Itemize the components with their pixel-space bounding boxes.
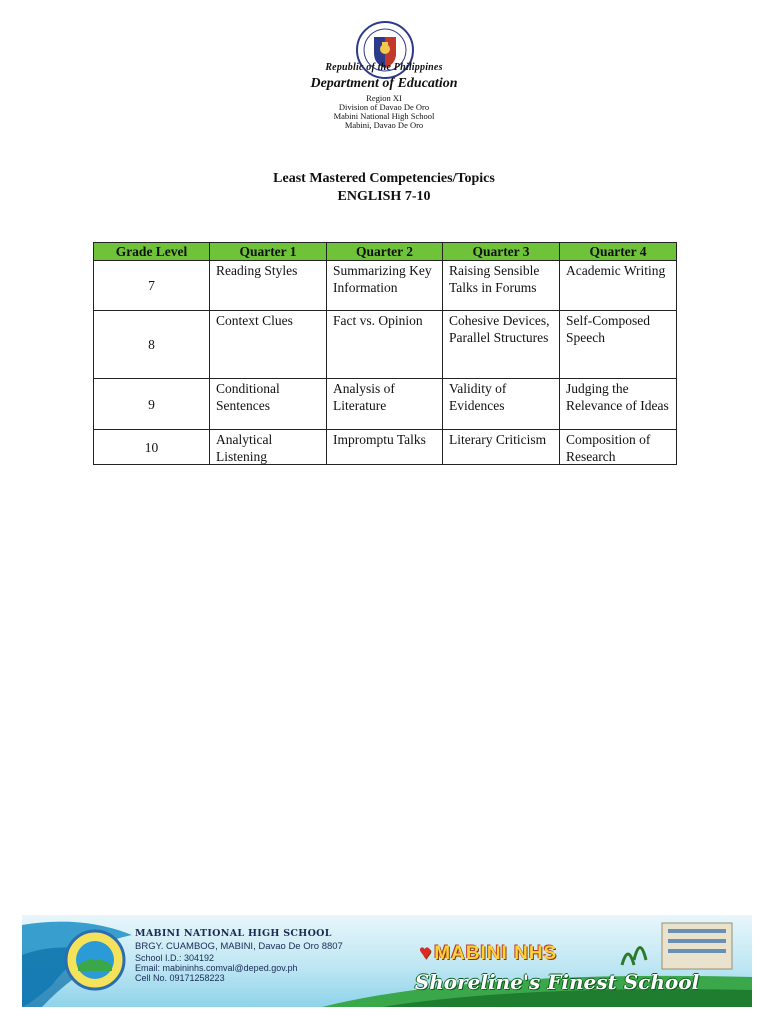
school-footer-banner <box>22 915 752 1007</box>
quarter-4-cell: Self-Composed Speech <box>560 311 677 379</box>
quarter-3-cell: Cohesive Devices, Parallel Structures <box>443 311 560 379</box>
division-line: Division of Davao De Oro <box>338 102 430 112</box>
document-title: Least Mastered Competencies/Topics <box>273 171 495 186</box>
grade-cell: 7 <box>94 261 210 311</box>
column-header-grade-level: Grade Level <box>94 243 210 261</box>
footer-banner-logo <box>420 943 632 967</box>
competencies-table <box>93 242 677 465</box>
republic-line: Republic of the Philippines <box>325 62 443 73</box>
footer-tagline: Shoreline's Finest School <box>414 970 700 994</box>
footer-school-name: MABINI NATIONAL HIGH SCHOOL <box>135 928 332 939</box>
location-line: Mabini, Davao De Oro <box>344 120 424 130</box>
column-header-quarter-4: Quarter 4 <box>560 243 677 261</box>
school-line: Mabini National High School <box>333 111 435 121</box>
quarter-2-text: Impromptu Talks <box>333 432 426 447</box>
column-header-quarter-2: Quarter 2 <box>327 243 443 261</box>
table-row <box>94 311 677 379</box>
quarter-4-text: Composition of Research <box>566 432 651 464</box>
quarter-4-cell <box>560 430 677 465</box>
footer-banner-text: MABINI NHS <box>434 943 558 964</box>
quarter-4-cell: Academic Writing <box>560 261 677 311</box>
table-row <box>94 379 677 430</box>
table-row <box>94 430 677 465</box>
column-header-quarter-1: Quarter 1 <box>210 243 327 261</box>
document-subtitle: ENGLISH 7-10 <box>337 189 431 204</box>
school-logo <box>64 929 126 991</box>
quarter-3-cell: Validity of Evidences <box>443 379 560 430</box>
grade-cell: 9 <box>94 379 210 430</box>
heart-icon: ♥ <box>420 943 433 964</box>
footer-cell: Cell No. 09171258223 <box>135 973 225 983</box>
quarter-1-text: Analytical Listening <box>216 432 273 464</box>
quarter-4-cell: Judging the Relevance of Ideas <box>560 379 677 430</box>
quarter-1-cell <box>210 430 327 465</box>
grade-cell: 10 <box>94 430 210 465</box>
quarter-3-cell: Raising Sensible Talks in Forums <box>443 261 560 311</box>
quarter-1-cell: Context Clues <box>210 311 327 379</box>
quarter-2-cell: Analysis of Literature <box>327 379 443 430</box>
quarter-2-cell: Summarizing Key Information <box>327 261 443 311</box>
quarter-2-cell: Fact vs. Opinion <box>327 311 443 379</box>
region-line: Region XI <box>366 93 402 103</box>
footer-school-id: School I.D.: 304192 <box>135 953 215 963</box>
quarter-2-cell <box>327 430 443 465</box>
column-header-quarter-3: Quarter 3 <box>443 243 560 261</box>
quarter-3-text: Literary Criticism <box>449 432 547 447</box>
quarter-1-cell: Conditional Sentences <box>210 379 327 430</box>
footer-address: BRGY. CUAMBOG, MABINI, Davao De Oro 8807 <box>135 941 343 952</box>
table-row <box>94 261 677 311</box>
grade-cell: 8 <box>94 311 210 379</box>
quarter-1-cell: Reading Styles <box>210 261 327 311</box>
department-line: Department of Education <box>310 76 458 91</box>
footer-email: Email: mabininhs.comval@deped.gov.ph <box>135 963 298 973</box>
quarter-3-cell <box>443 430 560 465</box>
table-header-row <box>94 243 677 261</box>
